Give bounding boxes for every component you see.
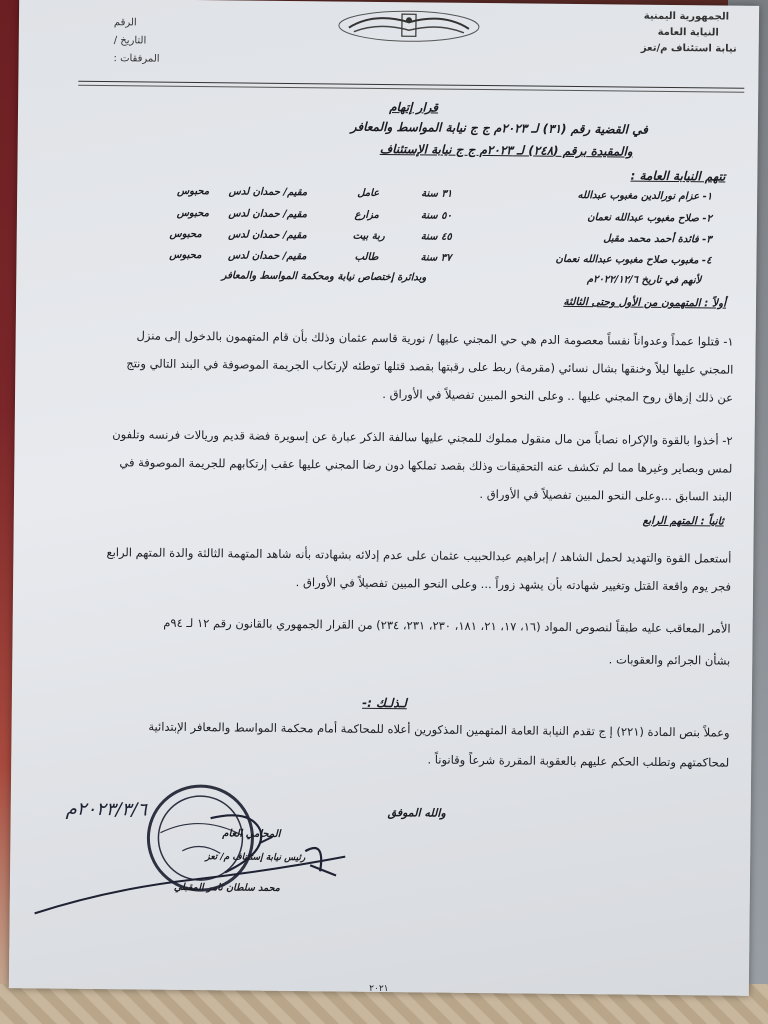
yemen-emblem-logo (334, 7, 484, 45)
accused-residence: مقيم/ حمدان لدس (228, 208, 308, 221)
paragraph-4-line: بشأن الجرائم والعقوبات . (608, 652, 731, 668)
signatory-name: محمد سلطان ثامر المقبلي (173, 881, 280, 894)
accused-age: ٣٧ سنة (420, 252, 452, 264)
accused-age: ٥٠ سنة (420, 210, 453, 222)
registration-line: والمقيدة برقم (٢٤٨) لـ ٢٠٢٣م ج ج نيابة الإستئناف (379, 141, 633, 159)
therefore-heading: لـذلـك :- (362, 695, 407, 711)
accused-residence: مقيم/ حمدان لدس (228, 229, 307, 242)
header-number-label: الرقم (113, 17, 137, 29)
paragraph-3-line: فجر يوم واقعة القتل وتغيير شهادته بأن يشهد زوراً ... وعلى النحو المبين تفصيلاً في الأوراق . (295, 575, 732, 594)
accused-job: طالب (354, 251, 379, 263)
paragraph-1-line: المجني عليها ليلاً وخنقها بشال نسائي (مقرمة) ربط على رقبتها بقصد قتلها توطئه لإرتكاب الجريمة الموصوفة في البند التالي ونتج (126, 356, 734, 377)
signatory-office: رئيس نيابة إستئناف م/ تعز (205, 852, 306, 864)
accused-age: ٤٥ سنة (420, 231, 452, 243)
accused-job: مزارع (354, 209, 380, 221)
accused-status: محبوس (176, 207, 210, 220)
paragraph-5-line: وعملاً بنص المادة (٢٢١) إ ج تقدم النيابة العامة المتهمين المذكورين أعلاه للمحاكمة أمام محكمة المواسط والمعافر الإبتدائية (148, 719, 730, 740)
paragraph-1-line: ١- قتلوا عمداً وعدواناً نفساً معصومة الدم هي حي المجني عليها / نورية قاسم عثمان وذلك بأن قام المتهمون بالدخول إلى منزل (136, 328, 734, 349)
accused-status: محبوس (176, 185, 210, 198)
accused-name: ٢- صلاح مغبوب عبدالله نعمان (587, 212, 712, 225)
paragraph-3-line: أستعمل القوة والتهديد لحمل الشاهد / إبراهيم عبدالحبيب عثمان على عدم إدلائه بشهادته بأنه شاهد المتهمة الثالثة والدة المتهم الرابع (106, 545, 732, 566)
accused-status: محبوس (169, 249, 202, 262)
paragraph-2-line: البند السابق ...وعلى النحو المبين تفصيلاً في الأوراق . (479, 487, 733, 504)
jurisdiction-line: وبدائرة إختصاص نيابة ومحكمة المواسط والمعافر (221, 270, 427, 284)
paragraph-5-line: لمحاكمتهم وتطلب الحكم عليهم بالعقوبة المقررة شرعاً وقانوناً . (427, 752, 730, 770)
paragraph-2-line: لمس وبصاير وغيرها مما لم تكشف عنه التحقيقات وذلك بقصد تملكها دون رضا المجني عليها عقب إرتكابهم للجريمة الموصوفة في (119, 455, 733, 476)
accused-name: ١- عزام نورالدين مغبوب عبدالله (577, 190, 713, 203)
document-page (9, 0, 759, 996)
date-line: لأنهم في تاريخ ٢٠٢٢/١٢/٦م (586, 274, 702, 287)
case-number-line: في القضية رقم (٣١) لـ ٢٠٢٣م ج ج نيابة المواسط والمعافر (350, 119, 648, 137)
handwritten-date: ٢٠٢٣/٣/٦م (65, 798, 148, 821)
header-attachments-label: المرفقات : (113, 53, 160, 65)
signatory-title: المحامي العام (222, 828, 281, 840)
accused-age: ٣١ سنة (421, 188, 453, 200)
section-second-heading: ثانياً : المتهم الرابع (642, 514, 724, 528)
footer-number: ٢٠٢١ (369, 983, 389, 995)
accused-name: ٣- فائدة أحمد محمد مقبل (603, 233, 712, 246)
header-office: نيابة استئناف م/تعز (640, 42, 737, 55)
header-country: الجمهورية اليمنية (643, 10, 730, 23)
accused-status: محبوس (169, 228, 202, 241)
paragraph-4-line: الأمر المعاقب عليه طبقاً لنصوص المواد (١٦، ١٧، ٢١، ١٨١، ٢٣٠، ٢٣١، ٢٣٤) من القرار الجمهوري بالقانون رقم ١٢ لـ ٩٤م (163, 615, 731, 636)
section-first-heading: أولاً : المتهمون من الأول وحتى الثالثة (563, 295, 727, 310)
header-date-label: التاريخ / (113, 35, 147, 47)
paragraph-1-line: عن ذلك إزهاق روح المجني عليها .. وعلى النحو المبين تفصيلاً في الأوراق . (382, 386, 734, 405)
header-authority: النيابة العامة (657, 26, 719, 39)
accusation-heading: تتهم النيابة العامة : (630, 168, 726, 184)
document-title: قرار إتهام (389, 100, 439, 115)
accused-job: ربة بيت (352, 230, 385, 242)
accused-residence: مقيم/ حمدان لدس (227, 250, 307, 263)
accused-job: عامل (357, 187, 380, 199)
accused-residence: مقيم/ حمدان لدس (228, 186, 308, 199)
paragraph-2-line: ٢- أخذوا بالقوة والإكراه نصاباً من مال منقول مملوك للمجني عليها سالفة الذكر عبارة عن إسويرة فضة قديم وريالات فرنسه وتلفون (112, 427, 733, 448)
closing-phrase: والله الموفق (387, 806, 446, 820)
accused-name: ٤- مغبوب صلاح مغبوب عبدالله نعمان (555, 253, 712, 267)
